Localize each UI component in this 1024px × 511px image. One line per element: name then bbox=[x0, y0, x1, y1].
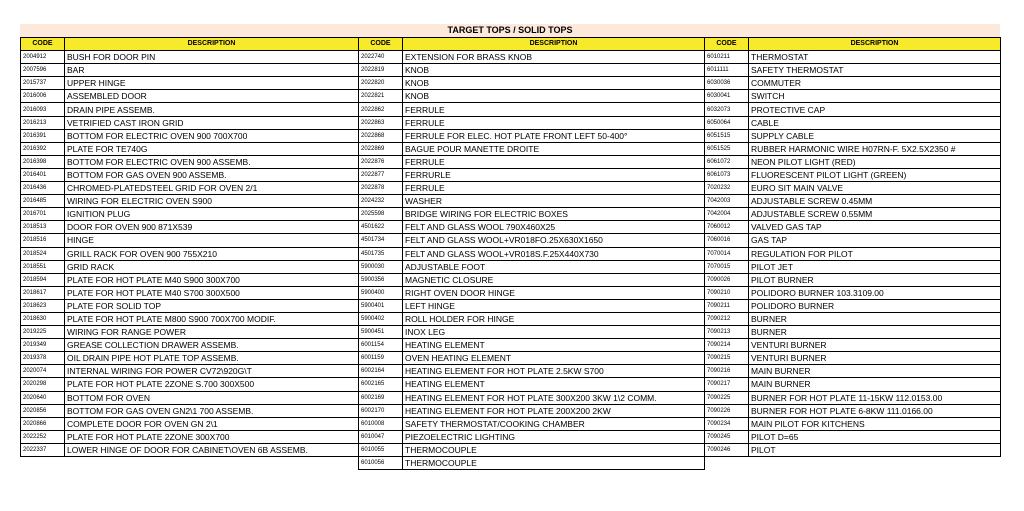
part-code: 6002169 bbox=[359, 391, 403, 404]
part-description: LEFT HINGE bbox=[403, 299, 705, 312]
table-row bbox=[705, 430, 1001, 443]
part-description: NEON PILOT LIGHT (RED) bbox=[749, 155, 1001, 168]
part-description: SAFETY THERMOSTAT bbox=[749, 64, 1001, 77]
table-row bbox=[359, 443, 705, 456]
table-row bbox=[359, 339, 705, 352]
table-row bbox=[359, 221, 705, 234]
part-description: PIEZOELECTRIC LIGHTING bbox=[403, 430, 705, 443]
part-code: 2018623 bbox=[21, 299, 65, 312]
part-description: ADJUSTABLE SCREW 0.55MM bbox=[749, 208, 1001, 221]
part-description: HEATING ELEMENT FOR HOT PLATE 2.5KW S700 bbox=[403, 365, 705, 378]
table-row bbox=[21, 286, 359, 299]
part-description: BRIDGE WIRING FOR ELECTRIC BOXES bbox=[403, 208, 705, 221]
part-description: PILOT BURNER bbox=[749, 273, 1001, 286]
part-code: 6001154 bbox=[359, 339, 403, 352]
part-description: PILOT JET bbox=[749, 260, 1001, 273]
part-code: 6002165 bbox=[359, 378, 403, 391]
table-row bbox=[21, 299, 359, 312]
part-description: WIRING FOR ELECTRIC OVEN S900 bbox=[65, 195, 359, 208]
part-code: 6051525 bbox=[705, 142, 749, 155]
table-row bbox=[705, 247, 1001, 260]
part-description: DOOR FOR OVEN 900 871X539 bbox=[65, 221, 359, 234]
part-code: 2019225 bbox=[21, 326, 65, 339]
part-description: GRID RACK bbox=[65, 260, 359, 273]
part-code: 6051515 bbox=[705, 129, 749, 142]
part-code: 2016093 bbox=[21, 103, 65, 116]
table-row bbox=[359, 168, 705, 181]
part-description: PLATE FOR HOT PLATE 2ZONE S.700 300X500 bbox=[65, 378, 359, 391]
part-code: 2015737 bbox=[21, 77, 65, 90]
table-row bbox=[705, 168, 1001, 181]
part-code: 2018630 bbox=[21, 312, 65, 325]
part-description: FELT AND GLASS WOOL+VR018FO.25X630X1650 bbox=[403, 234, 705, 247]
part-code: 7090211 bbox=[705, 299, 749, 312]
part-code: 7090026 bbox=[705, 273, 749, 286]
table-row bbox=[359, 457, 705, 470]
part-code: 2016006 bbox=[21, 90, 65, 103]
part-code: 2016401 bbox=[21, 168, 65, 181]
part-description: POLIDORO BURNER bbox=[749, 299, 1001, 312]
part-description: PLATE FOR SOLID TOP bbox=[65, 299, 359, 312]
part-code: 2016392 bbox=[21, 142, 65, 155]
part-description: VENTURI BURNER bbox=[749, 352, 1001, 365]
part-description: FELT AND GLASS WOOL+VR018S.F.25X440X730 bbox=[403, 247, 705, 260]
table-row bbox=[359, 430, 705, 443]
table-row bbox=[705, 312, 1001, 325]
table-row bbox=[705, 116, 1001, 129]
table-row bbox=[21, 326, 359, 339]
table-row bbox=[21, 273, 359, 286]
part-code: 2018513 bbox=[21, 221, 65, 234]
part-code: 6010055 bbox=[359, 443, 403, 456]
part-description: HEATING ELEMENT bbox=[403, 378, 705, 391]
table-row bbox=[21, 404, 359, 417]
part-description: FLUORESCENT PILOT LIGHT (GREEN) bbox=[749, 168, 1001, 181]
part-code: 7090245 bbox=[705, 430, 749, 443]
part-code: 6061073 bbox=[705, 168, 749, 181]
part-description: WASHER bbox=[403, 195, 705, 208]
table-row bbox=[359, 77, 705, 90]
part-code: 7090210 bbox=[705, 286, 749, 299]
table-row bbox=[705, 221, 1001, 234]
part-code: 2016485 bbox=[21, 195, 65, 208]
part-code: 2024232 bbox=[359, 195, 403, 208]
part-code: 2020640 bbox=[21, 391, 65, 404]
part-description: PLATE FOR HOT PLATE M800 S900 700X700 MODIF. bbox=[65, 312, 359, 325]
table-row bbox=[21, 142, 359, 155]
part-code: 5900451 bbox=[359, 326, 403, 339]
table-row bbox=[705, 208, 1001, 221]
table-row bbox=[359, 64, 705, 77]
part-code: 2022337 bbox=[21, 443, 65, 456]
part-code: 7090215 bbox=[705, 352, 749, 365]
table-row bbox=[359, 208, 705, 221]
part-code: 2016213 bbox=[21, 116, 65, 129]
part-code: 4501734 bbox=[359, 234, 403, 247]
part-code: 7090226 bbox=[705, 404, 749, 417]
part-code: 6032073 bbox=[705, 103, 749, 116]
part-description: BURNER FOR HOT PLATE 6-8KW 111.0166.00 bbox=[749, 404, 1001, 417]
part-code: 2007596 bbox=[21, 64, 65, 77]
table-row bbox=[705, 286, 1001, 299]
part-description: PILOT bbox=[749, 443, 1001, 456]
table-row bbox=[359, 234, 705, 247]
table-row bbox=[21, 116, 359, 129]
part-description: IGNITION PLUG bbox=[65, 208, 359, 221]
part-description: LOWER HINGE OF DOOR FOR CABINET\OVEN 6B ASSEMB. bbox=[65, 443, 359, 456]
part-description: FERRULE bbox=[403, 182, 705, 195]
parts-table-2 bbox=[358, 37, 705, 470]
part-description: PROTECTIVE CAP bbox=[749, 103, 1001, 116]
part-code: 2018551 bbox=[21, 260, 65, 273]
part-code: 5900401 bbox=[359, 299, 403, 312]
parts-table bbox=[704, 37, 1001, 457]
part-code: 6002164 bbox=[359, 365, 403, 378]
part-code: 2019378 bbox=[21, 352, 65, 365]
table-row bbox=[21, 195, 359, 208]
part-description: BAR bbox=[65, 64, 359, 77]
part-code: 2016398 bbox=[21, 155, 65, 168]
part-description: GREASE COLLECTION DRAWER ASSEMB. bbox=[65, 339, 359, 352]
part-code: 2020856 bbox=[21, 404, 65, 417]
part-description: PLATE FOR HOT PLATE 2ZONE 300X700 bbox=[65, 430, 359, 443]
table-row bbox=[359, 378, 705, 391]
part-description: HEATING ELEMENT FOR HOT PLATE 300X200 3KW 1\2 COMM. bbox=[403, 391, 705, 404]
table-row bbox=[359, 195, 705, 208]
part-description: HEATING ELEMENT FOR HOT PLATE 200X200 2KW bbox=[403, 404, 705, 417]
code-header: CODE bbox=[359, 38, 403, 51]
part-code: 2018617 bbox=[21, 286, 65, 299]
part-description: MAGNETIC CLOSURE bbox=[403, 273, 705, 286]
part-description: POLIDORO BURNER 103.3109.00 bbox=[749, 286, 1001, 299]
part-code: 4501735 bbox=[359, 247, 403, 260]
part-description: FELT AND GLASS WOOL 790X460X25 bbox=[403, 221, 705, 234]
table-row bbox=[359, 51, 705, 64]
table-header-row bbox=[359, 38, 705, 51]
part-code: 5900400 bbox=[359, 286, 403, 299]
part-code: 2022878 bbox=[359, 182, 403, 195]
part-description: FERRURLE bbox=[403, 168, 705, 181]
part-code: 2020866 bbox=[21, 417, 65, 430]
table-row bbox=[359, 155, 705, 168]
part-description: BOTTOM FOR GAS OVEN 900 ASSEMB. bbox=[65, 168, 359, 181]
table-row bbox=[21, 352, 359, 365]
part-code: 2004912 bbox=[21, 51, 65, 64]
table-row bbox=[705, 77, 1001, 90]
table-header-row bbox=[705, 38, 1001, 51]
part-description: MAIN BURNER bbox=[749, 365, 1001, 378]
part-code: 7090212 bbox=[705, 312, 749, 325]
table-row bbox=[705, 51, 1001, 64]
part-description: KNOB bbox=[403, 64, 705, 77]
table-row bbox=[21, 182, 359, 195]
table-row bbox=[21, 312, 359, 325]
part-code: 2020298 bbox=[21, 378, 65, 391]
part-description: RUBBER HARMONIC WIRE H07RN-F. 5X2.5X2350 # bbox=[749, 142, 1001, 155]
part-description: CABLE bbox=[749, 116, 1001, 129]
table-row bbox=[359, 116, 705, 129]
part-code: 2018516 bbox=[21, 234, 65, 247]
part-code: 7020232 bbox=[705, 182, 749, 195]
table-row bbox=[21, 234, 359, 247]
table-row bbox=[359, 247, 705, 260]
part-description: BAGUE POUR MANETTE DROITE bbox=[403, 142, 705, 155]
table-row bbox=[359, 404, 705, 417]
part-description: VALVED GAS TAP bbox=[749, 221, 1001, 234]
part-description: BURNER bbox=[749, 312, 1001, 325]
part-description: PLATE FOR HOT PLATE M40 S900 300X700 bbox=[65, 273, 359, 286]
part-code: 2018524 bbox=[21, 247, 65, 260]
part-description: DRAIN PIPE ASSEMB. bbox=[65, 103, 359, 116]
table-row bbox=[21, 64, 359, 77]
part-code: 2022740 bbox=[359, 51, 403, 64]
table-row bbox=[359, 286, 705, 299]
table-row bbox=[359, 90, 705, 103]
part-code: 7090216 bbox=[705, 365, 749, 378]
part-code: 5900356 bbox=[359, 273, 403, 286]
part-code: 2022820 bbox=[359, 77, 403, 90]
table-header-row bbox=[21, 38, 359, 51]
part-description: BOTTOM FOR GAS OVEN GN2\1 700 ASSEMB. bbox=[65, 404, 359, 417]
table-row bbox=[359, 182, 705, 195]
table-row bbox=[21, 129, 359, 142]
part-description: RIGHT OVEN DOOR HINGE bbox=[403, 286, 705, 299]
part-description: FERRULE bbox=[403, 103, 705, 116]
part-description: ADJUSTABLE SCREW 0.45MM bbox=[749, 195, 1001, 208]
part-description: BOTTOM FOR ELECTRIC OVEN 900 700X700 bbox=[65, 129, 359, 142]
part-code: 5900402 bbox=[359, 312, 403, 325]
table-row bbox=[705, 155, 1001, 168]
table-row bbox=[21, 208, 359, 221]
part-description: VENTURI BURNER bbox=[749, 339, 1001, 352]
page-title: TARGET TOPS / SOLID TOPS bbox=[20, 24, 1000, 37]
table-row bbox=[21, 430, 359, 443]
part-code: 7090225 bbox=[705, 391, 749, 404]
part-description: VETRIFIED CAST IRON GRID bbox=[65, 116, 359, 129]
part-description: REGULATION FOR PILOT bbox=[749, 247, 1001, 260]
table-row bbox=[359, 352, 705, 365]
part-code: 6010211 bbox=[705, 51, 749, 64]
table-row bbox=[705, 195, 1001, 208]
part-description: EXTENSION FOR BRASS KNOB bbox=[403, 51, 705, 64]
table-row bbox=[705, 352, 1001, 365]
part-description: HINGE bbox=[65, 234, 359, 247]
part-code: 6010056 bbox=[359, 457, 403, 470]
table-row bbox=[21, 247, 359, 260]
table-row bbox=[359, 326, 705, 339]
part-description: ROLL HOLDER FOR HINGE bbox=[403, 312, 705, 325]
table-row bbox=[21, 168, 359, 181]
part-description: SAFETY THERMOSTAT/COOKING CHAMBER bbox=[403, 417, 705, 430]
table-row bbox=[21, 51, 359, 64]
table-row bbox=[705, 90, 1001, 103]
table-row bbox=[21, 90, 359, 103]
table-row bbox=[705, 273, 1001, 286]
part-description: BURNER bbox=[749, 326, 1001, 339]
table-row bbox=[21, 77, 359, 90]
part-description: SUPPLY CABLE bbox=[749, 129, 1001, 142]
part-description: THERMOCOUPLE bbox=[403, 443, 705, 456]
part-description: PLATE FOR HOT PLATE M40 S700 300X500 bbox=[65, 286, 359, 299]
table-row bbox=[21, 155, 359, 168]
part-description: THERMOCOUPLE bbox=[403, 457, 705, 470]
part-description: THERMOSTAT bbox=[749, 51, 1001, 64]
part-code: 7042003 bbox=[705, 195, 749, 208]
part-description: PILOT D=65 bbox=[749, 430, 1001, 443]
part-code: 6010047 bbox=[359, 430, 403, 443]
part-description: KNOB bbox=[403, 77, 705, 90]
table-row bbox=[705, 326, 1001, 339]
table-row bbox=[21, 221, 359, 234]
part-description: EURO SIT MAIN VALVE bbox=[749, 182, 1001, 195]
part-code: 7090217 bbox=[705, 378, 749, 391]
description-header: DESCRIPTION bbox=[749, 38, 1001, 51]
part-description: CHROMED-PLATEDSTEEL GRID FOR OVEN 2/1 bbox=[65, 182, 359, 195]
table-row bbox=[21, 417, 359, 430]
part-code: 2022862 bbox=[359, 103, 403, 116]
part-code: 2016391 bbox=[21, 129, 65, 142]
part-code: 7070015 bbox=[705, 260, 749, 273]
table-row bbox=[705, 64, 1001, 77]
part-code: 2016701 bbox=[21, 208, 65, 221]
part-description: BOTTOM FOR ELECTRIC OVEN 900 ASSEMB. bbox=[65, 155, 359, 168]
part-code: 7090234 bbox=[705, 417, 749, 430]
code-header: CODE bbox=[21, 38, 65, 51]
part-description: BUSH FOR DOOR PIN bbox=[65, 51, 359, 64]
code-header: CODE bbox=[705, 38, 749, 51]
part-code: 2019349 bbox=[21, 339, 65, 352]
part-description: PLATE FOR TE740G bbox=[65, 142, 359, 155]
part-description: GRILL RACK FOR OVEN 900 755X210 bbox=[65, 247, 359, 260]
table-row bbox=[359, 417, 705, 430]
table-row bbox=[705, 260, 1001, 273]
table-row bbox=[705, 443, 1001, 456]
part-code: 6030041 bbox=[705, 90, 749, 103]
part-description: BOTTOM FOR OVEN bbox=[65, 391, 359, 404]
part-code: 6002170 bbox=[359, 404, 403, 417]
table-row bbox=[705, 378, 1001, 391]
table-row bbox=[359, 299, 705, 312]
part-code: 2022819 bbox=[359, 64, 403, 77]
part-description: MAIN BURNER bbox=[749, 378, 1001, 391]
part-code: 2022252 bbox=[21, 430, 65, 443]
part-description: KNOB bbox=[403, 90, 705, 103]
part-description: FERRULE bbox=[403, 116, 705, 129]
part-description: GAS TAP bbox=[749, 234, 1001, 247]
table-row bbox=[21, 260, 359, 273]
table-row bbox=[705, 234, 1001, 247]
table-row bbox=[359, 129, 705, 142]
description-header: DESCRIPTION bbox=[403, 38, 705, 51]
part-code: 2022868 bbox=[359, 129, 403, 142]
table-row bbox=[705, 404, 1001, 417]
part-description: OVEN HEATING ELEMENT bbox=[403, 352, 705, 365]
part-code: 6010008 bbox=[359, 417, 403, 430]
part-code: 6050064 bbox=[705, 116, 749, 129]
part-description: SWITCH bbox=[749, 90, 1001, 103]
table-row bbox=[21, 365, 359, 378]
part-description: WIRING FOR RANGE POWER bbox=[65, 326, 359, 339]
part-description: UPPER HINGE bbox=[65, 77, 359, 90]
parts-table bbox=[358, 37, 705, 470]
part-description: OIL DRAIN PIPE HOT PLATE TOP ASSEMB. bbox=[65, 352, 359, 365]
part-description: FERRULE FOR ELEC. HOT PLATE FRONT LEFT 50-400° bbox=[403, 129, 705, 142]
part-code: 7060012 bbox=[705, 221, 749, 234]
part-code: 6011111 bbox=[705, 64, 749, 77]
part-code: 2022821 bbox=[359, 90, 403, 103]
part-description: ADJUSTABLE FOOT bbox=[403, 260, 705, 273]
part-description: HEATING ELEMENT bbox=[403, 339, 705, 352]
part-code: 7090213 bbox=[705, 326, 749, 339]
part-code: 2022869 bbox=[359, 142, 403, 155]
part-description: INTERNAL WIRING FOR POWER CV72\920G\T bbox=[65, 365, 359, 378]
part-code: 7060016 bbox=[705, 234, 749, 247]
table-row bbox=[705, 365, 1001, 378]
part-description: ASSEMBLED DOOR bbox=[65, 90, 359, 103]
table-row bbox=[705, 129, 1001, 142]
part-code: 5900030 bbox=[359, 260, 403, 273]
table-row bbox=[359, 365, 705, 378]
part-description: BURNER FOR HOT PLATE 11-15KW 112.0153.00 bbox=[749, 391, 1001, 404]
part-code: 6001159 bbox=[359, 352, 403, 365]
part-description: MAIN PILOT FOR KITCHENS bbox=[749, 417, 1001, 430]
table-row bbox=[359, 312, 705, 325]
table-row bbox=[705, 299, 1001, 312]
table-row bbox=[21, 339, 359, 352]
part-description: COMPLETE DOOR FOR OVEN GN 2\1 bbox=[65, 417, 359, 430]
table-row bbox=[359, 103, 705, 116]
table-row bbox=[705, 339, 1001, 352]
table-row bbox=[21, 378, 359, 391]
part-code: 6030036 bbox=[705, 77, 749, 90]
part-description: FERRULE bbox=[403, 155, 705, 168]
part-code: 2020074 bbox=[21, 365, 65, 378]
part-code: 2018594 bbox=[21, 273, 65, 286]
part-code: 2016436 bbox=[21, 182, 65, 195]
part-code: 6061072 bbox=[705, 155, 749, 168]
part-code: 2022876 bbox=[359, 155, 403, 168]
part-code: 4501622 bbox=[359, 221, 403, 234]
table-row bbox=[705, 142, 1001, 155]
table-row bbox=[705, 391, 1001, 404]
table-row bbox=[359, 142, 705, 155]
parts-table bbox=[20, 37, 359, 457]
table-row bbox=[21, 443, 359, 456]
part-code: 2022877 bbox=[359, 168, 403, 181]
part-code: 7070014 bbox=[705, 247, 749, 260]
part-code: 2025598 bbox=[359, 208, 403, 221]
table-row bbox=[21, 391, 359, 404]
part-description: COMMUTER bbox=[749, 77, 1001, 90]
part-code: 7090246 bbox=[705, 443, 749, 456]
description-header: DESCRIPTION bbox=[65, 38, 359, 51]
part-code: 7090214 bbox=[705, 339, 749, 352]
table-row bbox=[21, 103, 359, 116]
part-code: 2022863 bbox=[359, 116, 403, 129]
parts-table-3 bbox=[704, 37, 1001, 457]
table-row bbox=[359, 260, 705, 273]
parts-table-1 bbox=[20, 37, 359, 457]
table-row bbox=[705, 103, 1001, 116]
table-row bbox=[359, 391, 705, 404]
table-row bbox=[359, 273, 705, 286]
table-row bbox=[705, 417, 1001, 430]
part-code: 7042004 bbox=[705, 208, 749, 221]
part-description: INOX LEG bbox=[403, 326, 705, 339]
table-row bbox=[705, 182, 1001, 195]
